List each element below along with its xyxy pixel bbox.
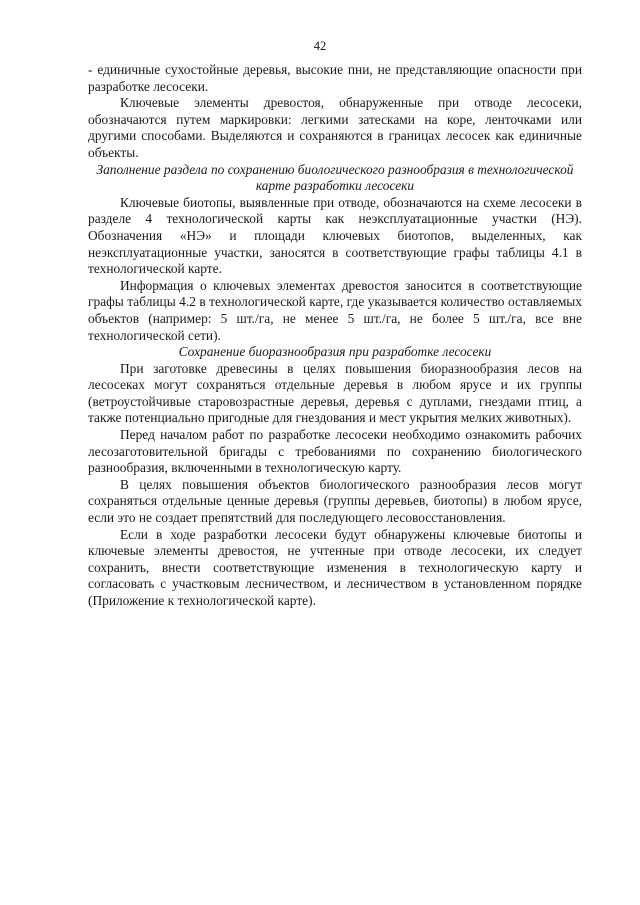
section-heading-1: Заполнение раздела по сохранению биологического разнообразия в технологической карте разработки лесосеки — [96, 161, 574, 194]
paragraph-2: Ключевые элементы древостоя, обнаруженные при отводе лесосеки, обозначаются путем маркировки: легкими затесками на коре, ленточками или другими способами. Выделяются и сохраняются в границах лесосек как единичные объекты. — [88, 95, 582, 160]
paragraph-7: В целях повышения объектов биологического разнообразия лесов могут сохраняться отдельные ценные деревья (группы деревьев, биотопы) в любом ярусе, если это не создает препятствий для последующего лесовосстановления. — [88, 476, 582, 526]
paragraph-5: При заготовке древесины в целях повышения биоразнообразия лесов на лесосеках могут сохраняться отдельные деревья в любом ярусе и их группы (ветроустойчивые старовозрастные деревья, деревья с дуплами, гнездами птиц, а также потенциально пригодные для гнездования и мест укрытия мелких животных). — [88, 360, 582, 426]
page-content — [88, 62, 582, 610]
paragraph-3: Ключевые биотопы, выявленные при отводе, обозначаются на схеме лесосеки в разделе 4 технологической карты как неэксплуатационные участки (НЭ). Обозначения «НЭ» и площади ключевых биотопов, выделенных, как неэксплуатационные участки, заносятся в соответствующие графы таблицы 4.1 в технологической карте. — [88, 194, 582, 277]
section-heading-2: Сохранение биоразнообразия при разработке лесосеки — [178, 344, 492, 360]
paragraph-6: Перед началом работ по разработке лесосеки необходимо ознакомить рабочих лесозаготовительной бригады с требованиями по сохранению биологического разнообразия, включенными в технологическую карту. — [88, 427, 582, 476]
paragraph-8: Если в ходе разработки лесосеки будут обнаружены ключевые биотопы и ключевые элементы древостоя, не учтенные при отводе лесосеки, их следует сохранить, внести соответствующие изменения в технологическую карту и согласовать с участковым лесничеством, и лесничеством в установленном порядке (Приложение к технологической карте). — [88, 526, 582, 608]
paragraph-4: Информация о ключевых элементах древостоя заносится в соответствующие графы таблицы 4.2 в технологической карте, где указывается количество оставляемых объектов (например: 5 шт./га, не менее 5 шт./га, не более 5 шт./га, все вне технологической сети). — [88, 277, 582, 343]
paragraph-1: - единичные сухостойные деревья, высокие пни, не представляющие опасности при разработке лесосеки. — [88, 62, 582, 94]
page-number: 42 — [313, 39, 327, 53]
